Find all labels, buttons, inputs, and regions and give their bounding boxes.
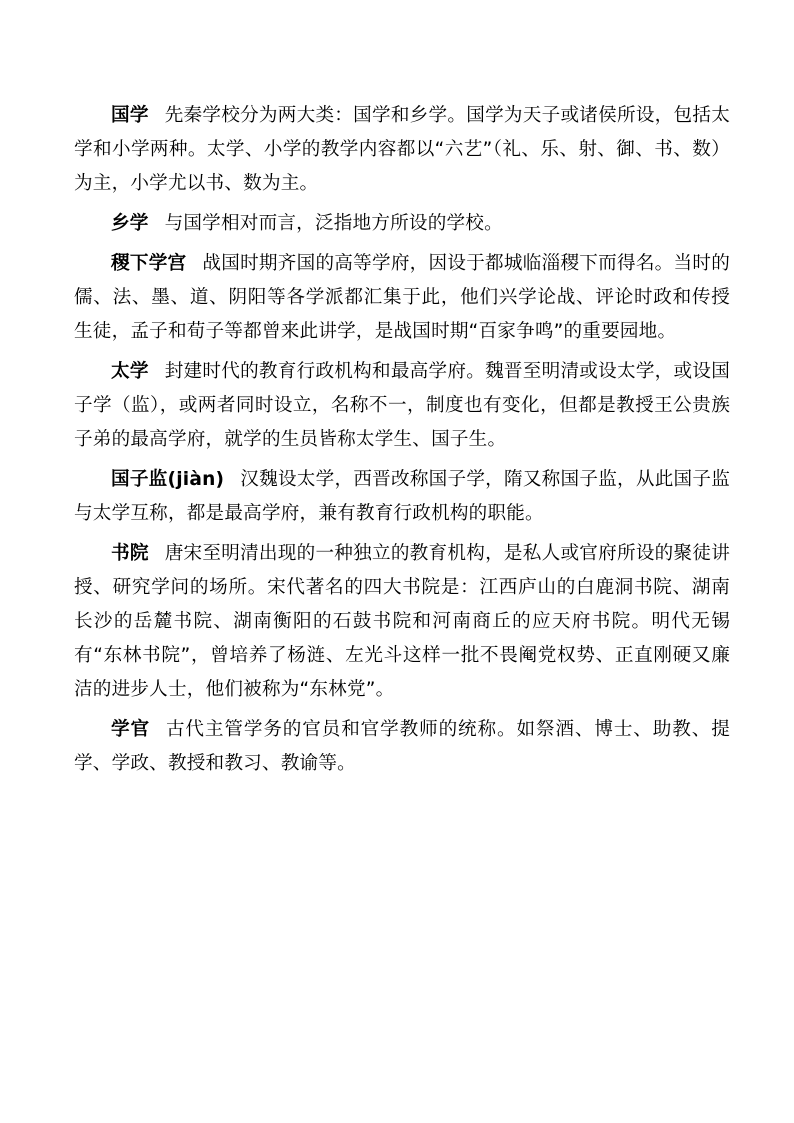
entry-jixia-xuegong xyxy=(74,247,730,349)
entry-definition: 先秦学校分为两大类：国学和乡学。国学为天子或诸侯所设，包括太学和小学两种。太学、小学的教学内容都以“六艺”（礼、乐、射、御、书、数）为主，小学尤以书、数为主。 xyxy=(74,105,730,194)
entry-term: 国学 xyxy=(111,105,149,126)
entry-term: 稷下学宫 xyxy=(111,253,187,274)
entry-definition: 唐宋至明清出现的一种独立的教育机构，是私人或官府所设的聚徒讲授、研究学问的场所。宋代著名的四大书院是：江西庐山的白鹿洞书院、湖南长沙的岳麓书院、湖南衡阳的石鼓书院和河南商丘的应天府书院。明代无锡有“东林书院”，曾培养了杨涟、左光斗这样一批不畏阉党权势、正直刚硬又廉洁的进步人士，他们被称为“东林党”。 xyxy=(74,543,730,700)
document-page xyxy=(74,99,730,787)
entry-guoxue xyxy=(74,99,730,201)
entry-guozijian xyxy=(74,463,730,531)
entry-xueguan xyxy=(74,713,730,781)
entry-definition: 古代主管学务的官员和官学教师的统称。如祭酒、博士、助教、提学、学政、教授和教习、教谕等。 xyxy=(74,719,730,774)
entry-term: 书院 xyxy=(111,543,149,564)
entry-shuyuan xyxy=(74,537,730,707)
entry-xiangxue xyxy=(74,207,730,241)
entry-term: 乡学 xyxy=(111,213,149,234)
entry-term: 国子监(jiàn) xyxy=(111,469,225,490)
entry-definition: 战国时期齐国的高等学府，因设于都城临淄稷下而得名。当时的儒、法、墨、道、阴阳等各学派都汇集于此，他们兴学论战、评论时政和传授生徒，孟子和荀子等都曾来此讲学，是战国时期“百家争鸣”的重要园地。 xyxy=(74,253,730,342)
entry-taixue xyxy=(74,355,730,457)
entry-definition: 汉魏设太学，西晋改称国子学，隋又称国子监，从此国子监与太学互称，都是最高学府，兼有教育行政机构的职能。 xyxy=(74,469,731,524)
entry-definition: 与国学相对而言，泛指地方所设的学校。 xyxy=(164,213,503,234)
entry-term: 太学 xyxy=(111,361,149,382)
entry-term: 学官 xyxy=(111,719,150,740)
entry-definition: 封建时代的教育行政机构和最高学府。魏晋至明清或设太学，或设国子学（监），或两者同时设立，名称不一，制度也有变化，但都是教授王公贵族子弟的最高学府，就学的生员皆称太学生、国子生。 xyxy=(74,361,730,450)
